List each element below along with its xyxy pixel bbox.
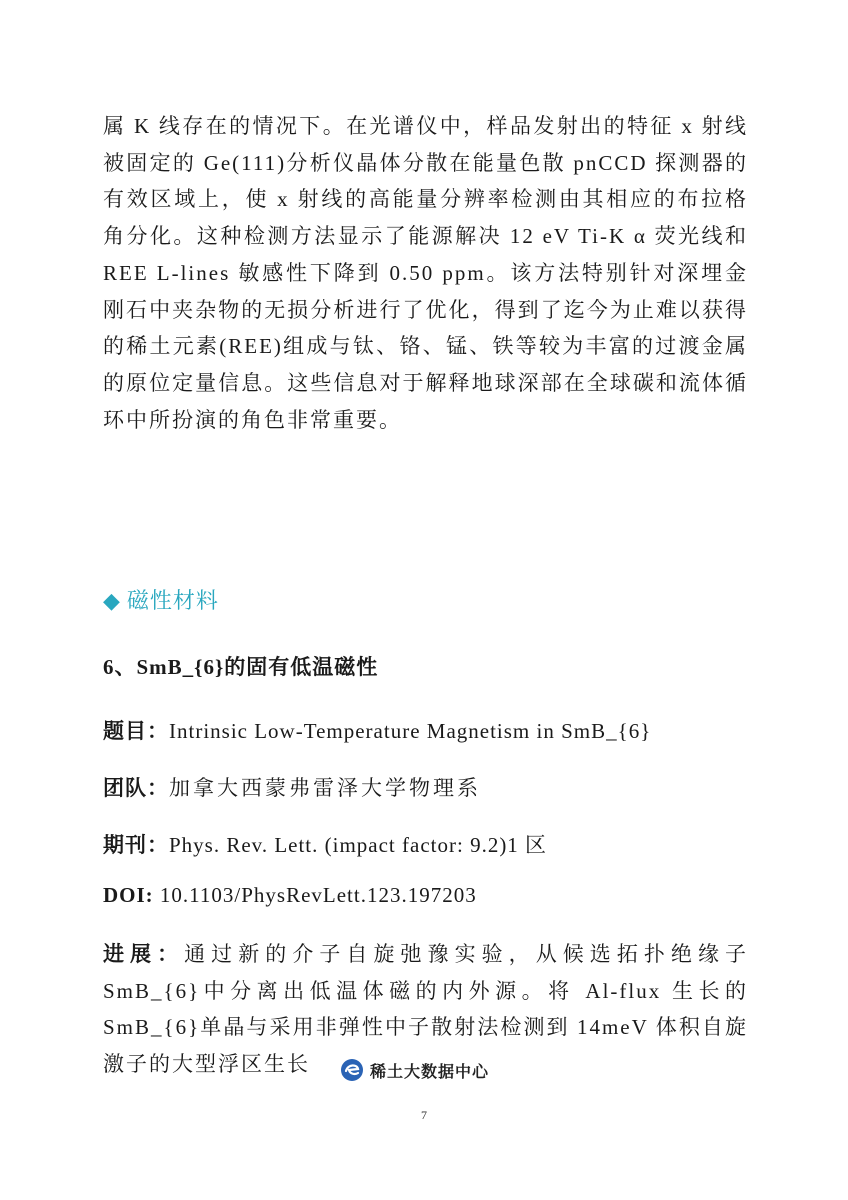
- progress-label: 进展：: [103, 942, 185, 966]
- team-label: 团队：: [103, 776, 169, 800]
- rare-earth-logo-icon: [340, 1058, 364, 1082]
- title-label: 题目：: [103, 719, 169, 743]
- journal-field: [103, 829, 547, 859]
- doi-label: DOI:: [103, 883, 154, 907]
- article-heading: 6、SmB_{6}的固有低温磁性: [103, 655, 379, 679]
- diamond-bullet-icon: ◆: [103, 589, 121, 614]
- title-value: Intrinsic Low-Temperature Magnetism in SmB_{6}: [169, 719, 652, 743]
- team-field: [103, 772, 481, 802]
- section-title: 磁性材料: [126, 589, 219, 614]
- section-heading: [103, 584, 219, 615]
- progress-value: 通过新的介子自旋弛豫实验，从候选拓扑绝缘子 SmB_{6}中分离出低温体磁的内外源。将 Al-flux 生长的 SmB_{6}单晶与采用非弹性中子散射法检测到 14meV 体积自旋激子的大型浮区生长: [103, 942, 749, 1077]
- doi-value: 10.1103/PhysRevLett.123.197203: [153, 883, 477, 907]
- page-number: 7: [421, 1108, 427, 1122]
- team-value: 加拿大西蒙弗雷泽大学物理系: [169, 776, 481, 800]
- footer-brand-text: 稀土大数据中心: [370, 1061, 490, 1081]
- doi-field: [103, 883, 477, 908]
- article-title-field: [103, 715, 651, 745]
- journal-value: Phys. Rev. Lett. (impact factor: 9.2)1 区: [169, 833, 548, 857]
- journal-label: 期刊：: [103, 833, 169, 857]
- footer-brand: [340, 1058, 489, 1082]
- intro-paragraph: 属 K 线存在的情况下。在光谱仪中，样品发射出的特征 x 射线被固定的 Ge(111)分析仪晶体分散在能量色散 pnCCD 探测器的有效区域上，使 x 射线的高能量分辨率检测由其相应的布拉格角分化。这种检测方法显示了能源解决 12 eV Ti-K α 荧光线和 REE L-lines 敏感性下降到 0.50 ppm。该方法特别针对深埋金刚石中夹杂物的无损分析进行了优化，得到了迄今为止难以获得的稀土元素(REE)组成与钛、铬、锰、铁等较为丰富的过渡金属的原位定量信息。这些信息对于解释地球深部在全球碳和流体循环中所扮演的角色非常重要。: [103, 114, 748, 432]
